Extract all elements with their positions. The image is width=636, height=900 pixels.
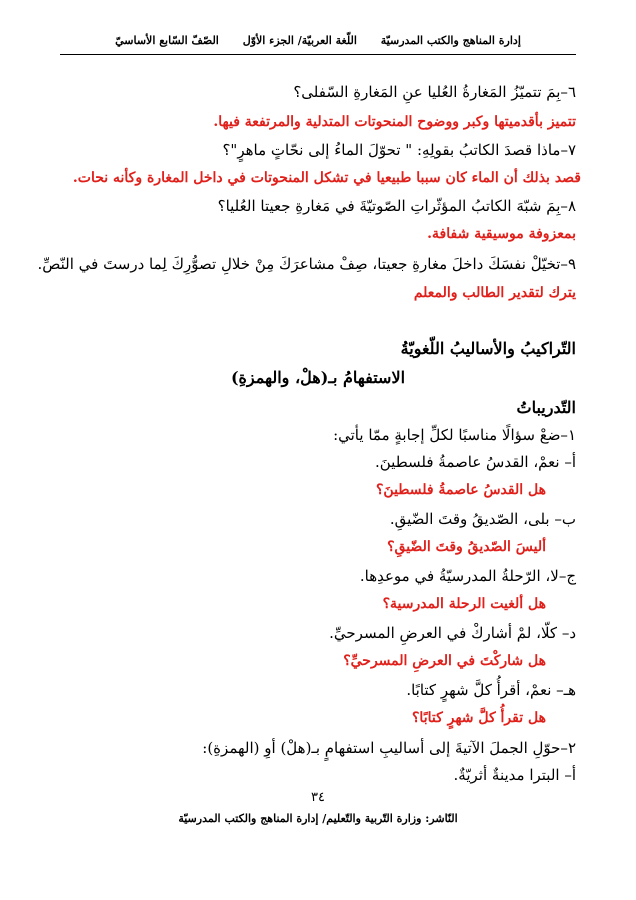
header-rule [60,54,576,55]
exercise-1-d-answer: هل شاركْتَ في العرضِ المسرحيِّ؟ [343,653,546,669]
header-subject: اللّغة العربيّة/ الجزء الأوّل [242,34,357,47]
question-7: ٧–ماذا قصدَ الكاتبُ بقولِهِ: " تحوّلَ الماءُ إلى نحّاتٍ ماهرٍ"؟ [222,141,576,159]
exercises-heading: التّدريباتُ [516,398,576,417]
exercise-1-c-question: ج–لا، الرّحلةُ المدرسيّةُ في موعدِها. [359,567,576,585]
header-department: إدارة المناهج والكتب المدرسيّة [380,34,521,47]
page-header [60,34,576,54]
header-grade: الصّفّ السّابع الأساسيّ [115,34,219,47]
publisher-footer: النّاشر: وزارة التّربية والتّعليم/ إدارة المناهج والكتب المدرسيّة [178,812,458,825]
question-8: ٨–بِمَ شبّهَ الكاتبُ المؤثّراتِ الصّوتيّةَ في مَغارةِ جعيتا العُليا؟ [217,197,576,215]
answer-8: بمعزوفة موسيقية شفافة. [427,226,576,242]
exercise-1-d-question: د– كلّا، لمْ أشاركْ في العرضِ المسرحيِّ. [329,624,576,642]
exercise-1-prompt: ١–ضعْ سؤالًا مناسبًا لكلِّ إجابةٍ ممّا يأتي: [333,426,576,444]
exercise-1-e-answer: هل تقرأُ كلَّ شهرٍ كتابًا؟ [412,710,546,726]
question-6: ٦–بِمَ تتميّزُ المَغارةُ العُليا عنِ المَغارةِ السّفلى؟ [293,83,576,101]
exercise-1-c-answer: هل ألغيت الرحلة المدرسية؟ [382,596,546,612]
section-title: التّراكيبُ والأساليبُ اللّغويّةُ [400,339,576,358]
exercise-1-e-question: هـ– نعمْ، أقرأُ كلَّ شهرٍ كتابًا. [406,681,576,699]
page-number: ٣٤ [311,790,325,805]
exercise-1-a-answer: هل القدسُ عاصمةُ فلسطينَ؟ [375,482,546,498]
question-9: ٩–تخيّلْ نفسَكَ داخلَ مغارةِ جعيتا، صِفْ مشاعرَكَ مِنْ خلالِ تصوُّرِكَ لِما درستَ في النّصِّ. [37,255,576,273]
exercise-1-b-answer: أليسَ الصّديقُ وقتَ الضّيقِ؟ [387,539,546,555]
answer-9: يترك لتقدير الطالب والمعلم [413,285,576,301]
exercise-1-a-question: أ– نعمْ، القدسُ عاصمةُ فلسطينَ. [375,453,576,471]
exercise-1-b-question: ب– بلى، الصّديقُ وقتَ الضّيقِ. [389,510,576,528]
exercise-2-a-question: أ– البترا مدينةٌ أثريّةٌ. [453,766,576,784]
section-subtitle: الاستفهامُ بـ(هلْ، والهمزةِ) [230,368,406,387]
answer-7: قصد بذلك أن الماء كان سببا طبيعيا في تشكل المنحوتات في داخل المغارة وكأنه نحات. [72,170,581,186]
exercise-2-prompt: ٢–حوّلِ الجملَ الآتيةَ إلى أساليبِ استفهامٍ بـ(هلْ) أوِ (الهمزةِ): [202,739,576,757]
answer-6: تتميز بأقدميتها وكبر ووضوح المنحوتات المتدلية والمرتفعة فيها. [213,114,576,130]
